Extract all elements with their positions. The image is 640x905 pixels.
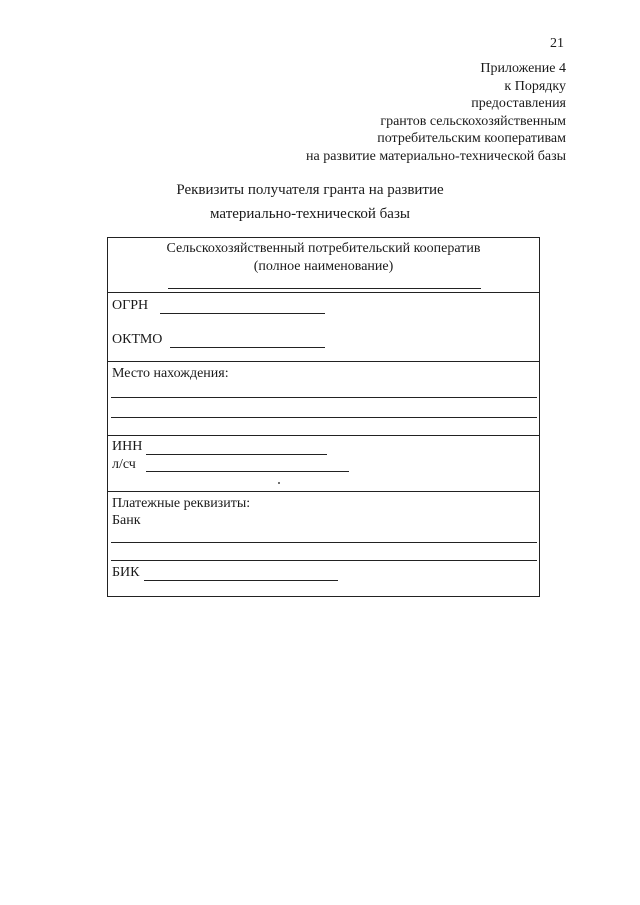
appendix-line: потребительским кооперативам: [377, 131, 566, 146]
appendix-line: грантов сельскохозяйственным: [380, 113, 566, 129]
tax-section: [108, 436, 539, 492]
bik-label: БИК: [112, 565, 140, 580]
registration-section: [108, 293, 539, 362]
oktmo-field[interactable]: [170, 347, 325, 348]
bank-label: Банк: [112, 513, 141, 528]
location-field-line-2[interactable]: [111, 417, 537, 418]
inn-field[interactable]: [146, 454, 327, 455]
location-label: Место нахождения:: [112, 366, 229, 381]
location-field-line-1[interactable]: [111, 397, 537, 398]
bik-field[interactable]: [144, 580, 338, 581]
appendix-header: [246, 60, 566, 165]
organization-hint: (полное наименование): [253, 259, 394, 274]
payment-section: [108, 492, 539, 598]
bank-field-line-2[interactable]: [111, 560, 537, 561]
account-field[interactable]: [146, 471, 349, 472]
speck-mark: [278, 482, 280, 484]
appendix-line: предоставления: [471, 96, 566, 111]
appendix-line: на развитие материально-технической базы: [306, 148, 566, 164]
appendix-line: Приложение 4: [480, 61, 566, 76]
payment-label: Платежные реквизиты:: [112, 496, 251, 511]
ogrn-label: ОГРН: [112, 298, 149, 313]
organization-section: [108, 238, 539, 293]
requisites-form: [107, 237, 540, 597]
location-section: [108, 362, 539, 436]
appendix-line: к Порядку: [504, 78, 566, 94]
page-number: 21: [550, 36, 564, 51]
title-line: материально-технической базы: [210, 206, 410, 222]
ogrn-field[interactable]: [160, 313, 325, 314]
account-label: л/сч: [112, 457, 136, 472]
bank-field-line-1[interactable]: [111, 542, 537, 543]
inn-label: ИНН: [112, 439, 143, 454]
document-title: [130, 178, 490, 226]
oktmo-label: ОКТМО: [112, 332, 163, 347]
organization-label: Сельскохозяйственный потребительский кооператив: [166, 241, 481, 256]
title-line: Реквизиты получателя гранта на развитие: [176, 182, 444, 198]
organization-name-field[interactable]: [168, 288, 481, 289]
